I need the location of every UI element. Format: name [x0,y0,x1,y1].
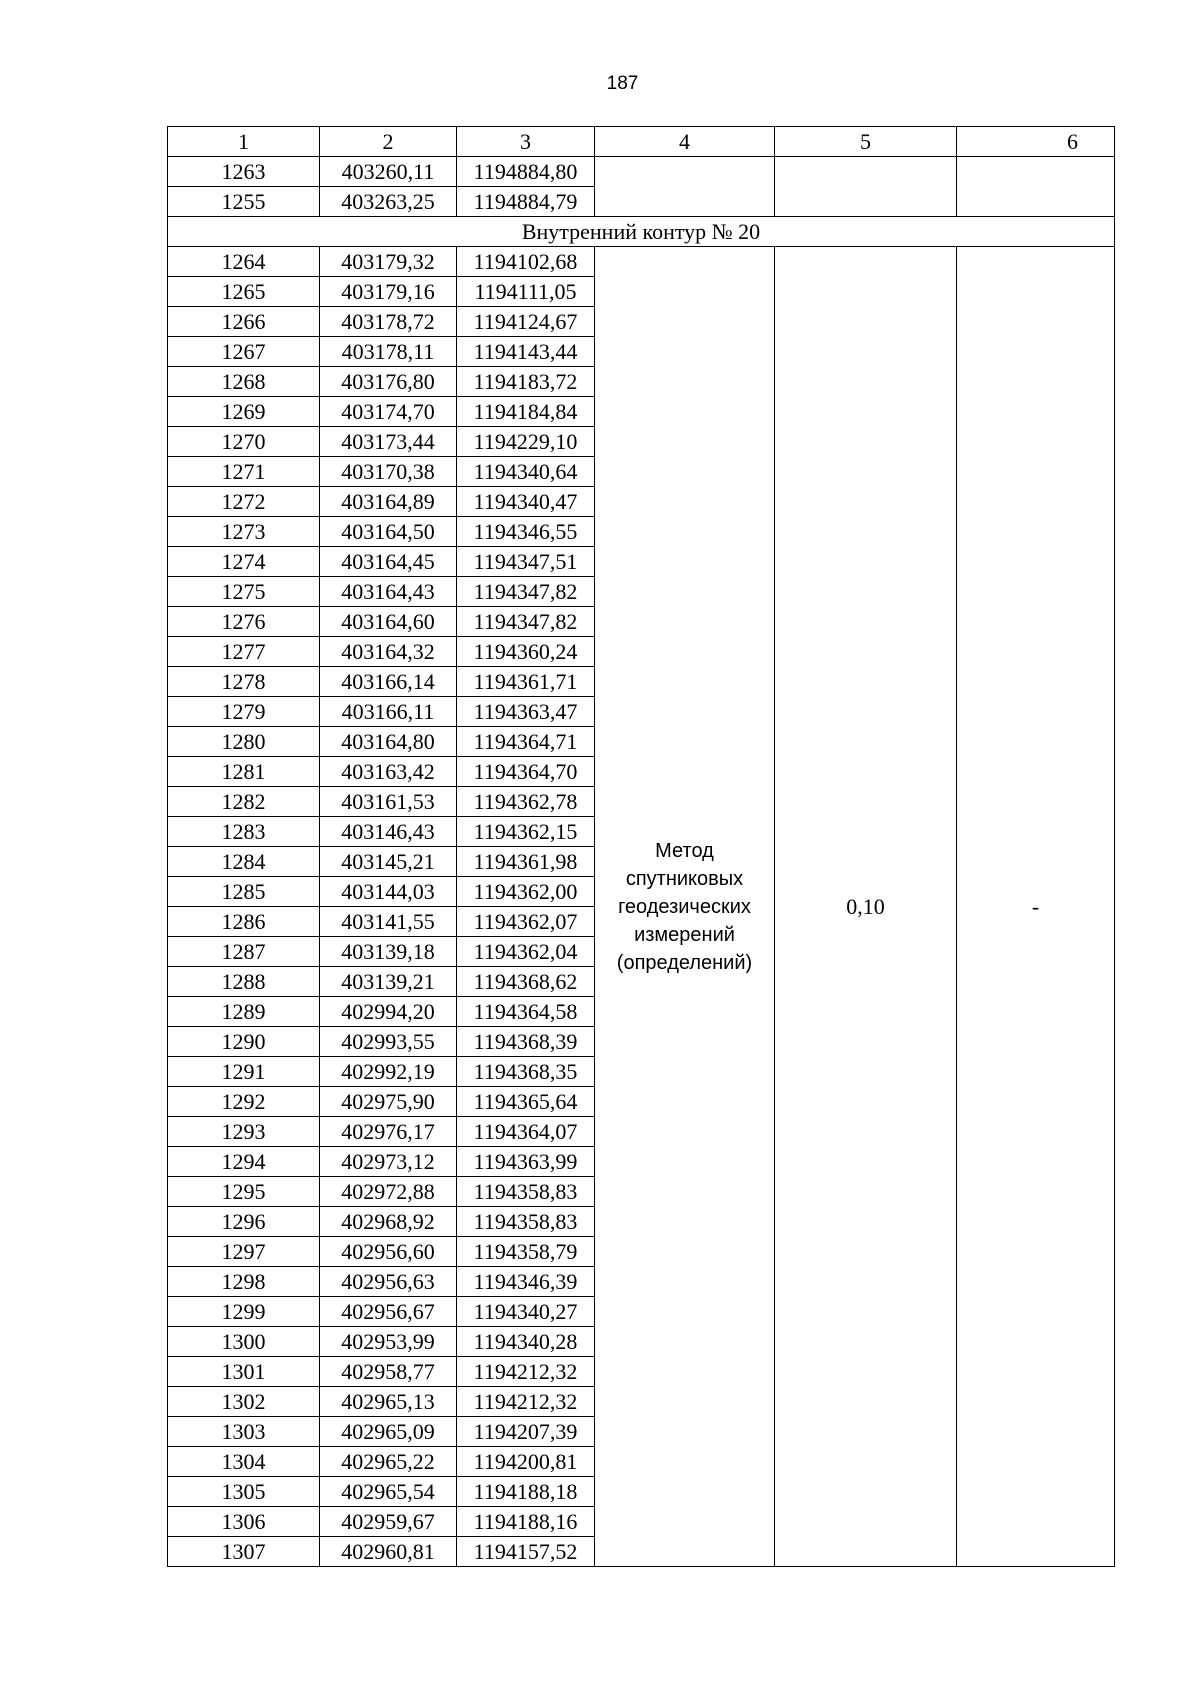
coordinate-y: 1194212,32 [457,1387,595,1417]
coordinate-y: 1194368,39 [457,1027,595,1057]
point-number: 1303 [168,1417,320,1447]
coordinate-x: 402965,54 [320,1477,457,1507]
coordinate-y: 1194212,32 [457,1357,595,1387]
point-number: 1294 [168,1147,320,1177]
point-number: 1284 [168,847,320,877]
coordinate-x: 403145,21 [320,847,457,877]
page-number: 187 [606,73,639,94]
point-number: 1255 [168,187,320,217]
coordinate-y: 1194340,64 [457,457,595,487]
coordinate-y: 1194362,07 [457,907,595,937]
coordinate-x: 403164,43 [320,577,457,607]
point-number: 1282 [168,787,320,817]
coordinate-x: 403164,50 [320,517,457,547]
point-number: 1296 [168,1207,320,1237]
top-col6-cell [957,157,1115,217]
coordinate-y: 1194347,51 [457,547,595,577]
method-text-line: Метод [655,839,714,862]
coordinate-y: 1194364,07 [457,1117,595,1147]
point-number: 1304 [168,1447,320,1477]
coordinate-y: 1194361,71 [457,667,595,697]
point-number: 1268 [168,367,320,397]
point-number: 1300 [168,1327,320,1357]
column-header-4: 4 [595,127,775,157]
coordinate-y: 1194364,70 [457,757,595,787]
coordinate-y: 1194362,15 [457,817,595,847]
coordinate-x: 402975,90 [320,1087,457,1117]
coordinate-y: 1194346,39 [457,1267,595,1297]
method-cell [595,247,775,1567]
coordinate-y: 1194347,82 [457,577,595,607]
coordinate-y: 1194360,24 [457,637,595,667]
point-number: 1276 [168,607,320,637]
coordinate-y: 1194362,04 [457,937,595,967]
coordinate-x: 403139,21 [320,967,457,997]
coordinate-x: 402968,92 [320,1207,457,1237]
point-number: 1277 [168,637,320,667]
coordinate-y: 1194124,67 [457,307,595,337]
coordinate-y: 1194188,16 [457,1507,595,1537]
point-number: 1292 [168,1087,320,1117]
coordinate-x: 402976,17 [320,1117,457,1147]
point-number: 1264 [168,247,320,277]
coordinate-x: 402993,55 [320,1027,457,1057]
coordinate-x: 403166,14 [320,667,457,697]
coordinate-x: 403178,11 [320,337,457,367]
coordinate-x: 403163,42 [320,757,457,787]
coordinate-x: 403178,72 [320,307,457,337]
coordinate-y: 1194368,35 [457,1057,595,1087]
point-number: 1280 [168,727,320,757]
point-number: 1265 [168,277,320,307]
coordinate-y: 1194364,58 [457,997,595,1027]
point-number: 1271 [168,457,320,487]
coordinate-y: 1194188,18 [457,1477,595,1507]
coordinate-x: 402965,09 [320,1417,457,1447]
point-number: 1275 [168,577,320,607]
coordinate-x: 403139,18 [320,937,457,967]
coordinate-x: 403176,80 [320,367,457,397]
point-number: 1295 [168,1177,320,1207]
coordinate-x: 403170,38 [320,457,457,487]
point-number: 1293 [168,1117,320,1147]
method-text-line: спутниковых [625,867,744,890]
section-title: Внутренний контур № 20 [168,217,1115,247]
coordinate-x: 403164,80 [320,727,457,757]
column-header-5: 5 [775,127,957,157]
coordinate-y: 1194362,78 [457,787,595,817]
column-header-6: 6 [957,127,1115,157]
point-number: 1270 [168,427,320,457]
top-method-cell [595,157,775,217]
coordinate-x: 403173,44 [320,427,457,457]
table-row [168,157,1115,187]
point-number: 1287 [168,937,320,967]
coordinate-y: 1194362,00 [457,877,595,907]
coordinate-y: 1194340,27 [457,1297,595,1327]
point-number: 1289 [168,997,320,1027]
point-number: 1269 [168,397,320,427]
point-number: 1283 [168,817,320,847]
coordinate-x: 402958,77 [320,1357,457,1387]
coordinate-y: 1194347,82 [457,607,595,637]
section-row [168,217,1115,247]
coordinate-x: 403164,60 [320,607,457,637]
coordinate-x: 403174,70 [320,397,457,427]
accuracy-value: 0,10 [775,247,957,1567]
method-text-line: геодезических [618,895,751,918]
coordinate-y: 1194358,79 [457,1237,595,1267]
point-number: 1290 [168,1027,320,1057]
point-number: 1297 [168,1237,320,1267]
coordinate-x: 402953,99 [320,1327,457,1357]
point-number: 1306 [168,1507,320,1537]
method-text-line: (определений) [616,951,753,974]
coordinate-y: 1194229,10 [457,427,595,457]
coordinate-y: 1194200,81 [457,1447,595,1477]
coordinate-x: 403179,16 [320,277,457,307]
coordinate-y: 1194358,83 [457,1207,595,1237]
point-number: 1281 [168,757,320,787]
table-row [168,247,1115,277]
coordinate-x: 403141,55 [320,907,457,937]
coordinate-x: 402965,13 [320,1387,457,1417]
coordinate-x: 403144,03 [320,877,457,907]
coordinates-table-body [168,127,1115,1567]
column-6-value: - [957,247,1115,1567]
coordinate-x: 402972,88 [320,1177,457,1207]
coordinate-y: 1194363,99 [457,1147,595,1177]
coordinate-x: 403146,43 [320,817,457,847]
coordinate-x: 403179,32 [320,247,457,277]
coordinate-x: 403164,45 [320,547,457,577]
coordinate-y: 1194361,98 [457,847,595,877]
coordinate-y: 1194102,68 [457,247,595,277]
point-number: 1305 [168,1477,320,1507]
coordinate-y: 1194363,47 [457,697,595,727]
coordinate-x: 403161,53 [320,787,457,817]
coordinate-y: 1194340,47 [457,487,595,517]
coordinate-x: 402973,12 [320,1147,457,1177]
coordinate-x: 402992,19 [320,1057,457,1087]
column-header-2: 2 [320,127,457,157]
coordinate-y: 1194365,64 [457,1087,595,1117]
coordinates-table [167,126,1115,1567]
coordinate-x: 402956,67 [320,1297,457,1327]
coordinate-y: 1194884,79 [457,187,595,217]
point-number: 1307 [168,1537,320,1567]
coordinate-x: 403164,89 [320,487,457,517]
point-number: 1278 [168,667,320,697]
coordinate-x: 402960,81 [320,1537,457,1567]
column-header-3: 3 [457,127,595,157]
coordinate-x: 403260,11 [320,157,457,187]
point-number: 1288 [168,967,320,997]
coordinate-y: 1194111,05 [457,277,595,307]
column-header-1: 1 [168,127,320,157]
point-number: 1298 [168,1267,320,1297]
coordinate-x: 402965,22 [320,1447,457,1477]
point-number: 1267 [168,337,320,367]
coordinate-y: 1194358,83 [457,1177,595,1207]
coordinate-y: 1194364,71 [457,727,595,757]
point-number: 1266 [168,307,320,337]
coordinate-y: 1194884,80 [457,157,595,187]
coordinate-y: 1194183,72 [457,367,595,397]
method-text-line: измерений [634,923,735,946]
coordinate-y: 1194346,55 [457,517,595,547]
coordinate-x: 402994,20 [320,997,457,1027]
point-number: 1299 [168,1297,320,1327]
point-number: 1302 [168,1387,320,1417]
coordinate-y: 1194207,39 [457,1417,595,1447]
point-number: 1301 [168,1357,320,1387]
point-number: 1272 [168,487,320,517]
coordinate-y: 1194143,44 [457,337,595,367]
point-number: 1273 [168,517,320,547]
coordinate-y: 1194340,28 [457,1327,595,1357]
coordinate-x: 403263,25 [320,187,457,217]
coordinate-y: 1194368,62 [457,967,595,997]
point-number: 1286 [168,907,320,937]
coordinate-x: 402956,63 [320,1267,457,1297]
coordinate-x: 403164,32 [320,637,457,667]
header-row [168,127,1115,157]
coordinate-x: 403166,11 [320,697,457,727]
coordinate-y: 1194184,84 [457,397,595,427]
coordinate-x: 402959,67 [320,1507,457,1537]
top-accuracy-cell [775,157,957,217]
coordinate-x: 402956,60 [320,1237,457,1267]
point-number: 1285 [168,877,320,907]
point-number: 1291 [168,1057,320,1087]
point-number: 1274 [168,547,320,577]
point-number: 1263 [168,157,320,187]
point-number: 1279 [168,697,320,727]
coordinate-y: 1194157,52 [457,1537,595,1567]
